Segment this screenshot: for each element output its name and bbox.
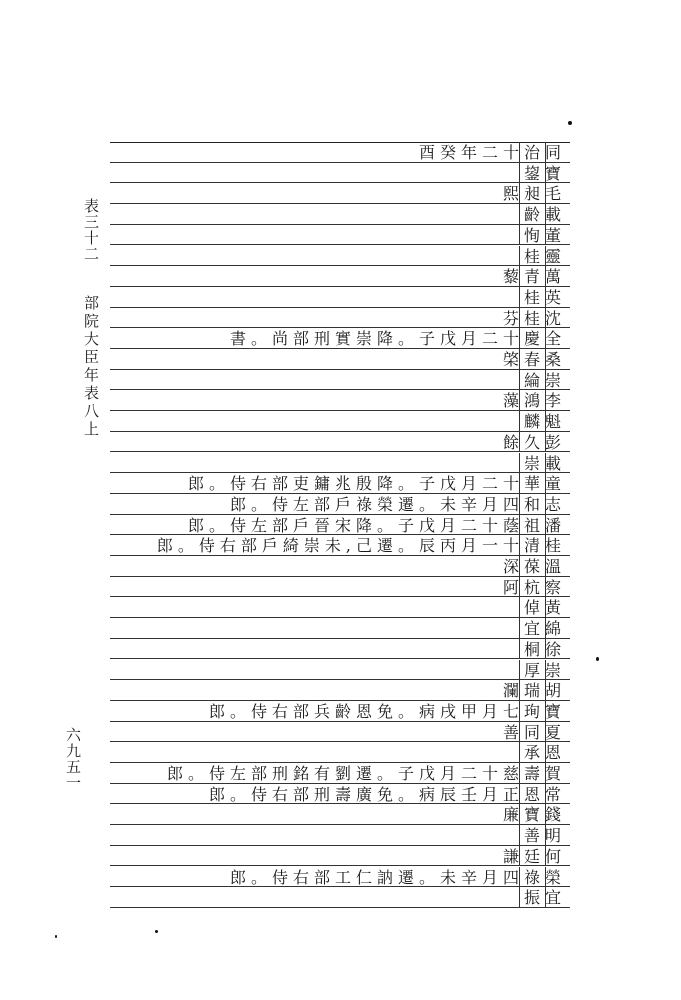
ledger-row [110,328,570,349]
ledger-row-text: 郎。侍左部戶祿榮遷。未辛月四和志 [229,494,566,514]
ledger-column-divider [519,142,520,163]
ledger-row-text: 深葆溫 [502,557,566,576]
ledger-table [110,142,570,908]
ledger-column-divider [545,390,546,411]
ledger-column-divider [519,163,520,184]
ledger-row [110,411,570,432]
ledger-row [110,763,570,784]
ledger-row [110,825,570,846]
ledger-column-divider [545,597,546,618]
ledger-row-text: 餘久彭 [502,432,566,452]
ledger-row [110,597,570,618]
ledger-row [110,784,570,805]
ledger-row [110,867,570,888]
ledger-row [110,473,570,494]
ledger-row-text: 麟魁 [523,412,566,432]
ledger-row [110,390,570,411]
ledger-row-text: 藻鴻李 [502,391,566,411]
ledger-row-text: 厚崇 [523,660,566,680]
ledger-column-divider [545,225,546,246]
ledger-row-text: 熙昶毛 [502,184,566,204]
ledger-row-text: 瀾瑞胡 [502,681,566,701]
ledger-row [110,680,570,701]
ink-speck [155,930,158,933]
ledger-column-divider [519,804,520,825]
ledger-column-divider [519,515,520,536]
ink-speck [568,121,572,125]
ledger-row-text: 郎。侍右部吏鏞兆殷降。子戊月二十華童 [187,474,566,494]
ledger-column-divider [545,287,546,308]
ledger-row-text: 謙廷何 [502,846,566,866]
ledger-column-divider [545,887,546,908]
ledger-row-text: 阿杭察 [502,577,566,597]
ledger-column-divider [519,722,520,743]
ledger-row [110,639,570,660]
ledger-row [110,225,570,246]
ledger-row-text: 郎。侍右部戶綺崇未,己遷。辰丙月一十清桂 [156,536,566,556]
ledger-column-divider [519,266,520,287]
ledger-column-divider [519,473,520,494]
ledger-column-divider [519,287,520,308]
ledger-row-text: 桂英 [523,287,566,307]
ledger-row-text: 桂靈 [523,246,566,266]
ledger-column-divider [545,246,546,267]
ledger-column-divider [519,577,520,598]
ledger-row-text: 綸崇 [523,370,566,390]
ink-speck [596,657,599,661]
ledger-column-divider [519,742,520,763]
ledger-column-divider [519,432,520,453]
ledger-column-divider [545,639,546,660]
ledger-row-text: 郎。侍右部工仁訥遷。未辛月四祿榮 [229,867,566,887]
ledger-row [110,722,570,743]
ledger-row [110,556,570,577]
ledger-column-divider [519,597,520,618]
ledger-column-divider [545,515,546,536]
ledger-row [110,163,570,184]
ledger-column-divider [545,742,546,763]
ledger-row-text: 恂董 [523,225,566,245]
ledger-row [110,287,570,308]
ledger-row [110,701,570,722]
ledger-row [110,204,570,225]
ledger-column-divider [519,411,520,432]
ledger-row [110,660,570,681]
ledger-row-text: 善明 [523,826,566,846]
ledger-column-divider [519,887,520,908]
ledger-row-text: 酉癸年二十治同 [418,143,566,162]
ledger-column-divider [519,556,520,577]
ledger-row-text: 善同夏 [502,722,566,742]
ledger-row-text: 郎。侍右部兵齡恩免。病戌甲月七珣寶 [208,701,566,721]
ledger-row-text: 振宜 [523,888,566,908]
ledger-column-divider [545,722,546,743]
ledger-column-divider [545,204,546,225]
ledger-column-divider [519,453,520,474]
ledger-row [110,453,570,474]
ledger-column-divider [519,494,520,515]
ledger-row [110,804,570,825]
ledger-row [110,494,570,515]
ledger-row-text: 芬桂沈 [502,308,566,328]
ledger-row [110,618,570,639]
ledger-column-divider [519,639,520,660]
ink-speck [55,935,57,938]
ledger-column-divider [545,370,546,391]
ledger-row-text: 郎。侍左部刑銘有劉遷。子戊月二十慈壽賀 [166,764,566,783]
ledger-column-divider [545,411,546,432]
ledger-column-divider [545,846,546,867]
ledger-column-divider [519,246,520,267]
ledger-row-text: 承恩 [523,743,566,763]
ledger-row [110,846,570,867]
ledger-column-divider [545,804,546,825]
ledger-column-divider [545,556,546,577]
ledger-row [110,266,570,287]
ledger-column-divider [545,535,546,556]
ledger-header-row [110,142,570,163]
ledger-column-divider [545,163,546,184]
ledger-column-divider [519,349,520,370]
ledger-column-divider [519,370,520,391]
ledger-row [110,887,570,908]
ledger-row [110,246,570,267]
ledger-column-divider [519,328,520,349]
ledger-row-text: 倬黃 [523,598,566,618]
ledger-column-divider [519,183,520,204]
ledger-row [110,515,570,536]
ledger-row [110,432,570,453]
ledger-row-text: 書。尚部刑實崇降。子戊月二十慶全 [229,329,566,349]
ledger-row-text: 齡載 [523,205,566,225]
ledger-row [110,535,570,556]
ledger-row [110,183,570,204]
ledger-column-divider [545,328,546,349]
ledger-row-text: 崇載 [523,453,566,473]
ledger-column-divider [545,183,546,204]
ledger-column-divider [545,473,546,494]
ledger-row [110,308,570,329]
ledger-column-divider [519,535,520,556]
ledger-column-divider [545,308,546,329]
ledger-column-divider [519,867,520,888]
ledger-column-divider [545,432,546,453]
ledger-column-divider [545,763,546,784]
ledger-column-divider [545,494,546,515]
ledger-row [110,370,570,391]
ledger-column-divider [519,308,520,329]
ledger-column-divider [519,701,520,722]
ledger-row [110,742,570,763]
ledger-column-divider [545,701,546,722]
ledger-row-text: 桐徐 [523,639,566,659]
ledger-row-text: 棨春桑 [502,350,566,369]
ledger-column-divider [545,142,546,163]
ledger-column-divider [519,390,520,411]
ledger-column-divider [545,577,546,598]
ledger-row-text: 廉寶錢 [502,805,566,825]
ledger-row-text: 郎。侍右部刑壽廣免。病辰壬月正恩常 [208,784,566,804]
ledger-column-divider [519,846,520,867]
ledger-column-divider [519,660,520,681]
ledger-column-divider [519,680,520,701]
ledger-column-divider [545,349,546,370]
ledger-row [110,349,570,370]
ledger-column-divider [519,204,520,225]
ledger-column-divider [545,453,546,474]
ledger-column-divider [545,660,546,681]
ledger-column-divider [545,867,546,888]
ledger-column-divider [519,825,520,846]
ledger-row-text: 藜青萬 [502,267,566,287]
side-table-title: 部院大臣年表八上 [82,295,100,439]
ledger-row-text: 宜綿 [523,619,566,639]
ledger-row [110,577,570,598]
ledger-column-divider [545,680,546,701]
ledger-column-divider [545,618,546,639]
ledger-column-divider [519,618,520,639]
ledger-column-divider [545,266,546,287]
ledger-row-text: 郎。侍左部戶晉宋降。子戊月二十蔭祖潘 [187,515,566,535]
ledger-column-divider [519,225,520,246]
ledger-column-divider [545,825,546,846]
ledger-column-divider [545,784,546,805]
ledger-column-divider [519,784,520,805]
side-table-number: 表三十二 [82,198,100,262]
side-page-number: 六九五一 [64,727,82,791]
ledger-row-text: 鋆寶 [523,163,566,183]
ledger-column-divider [519,763,520,784]
